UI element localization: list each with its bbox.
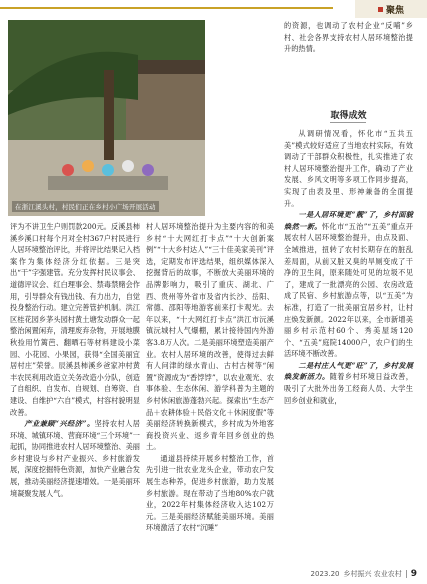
photo-caption: 在浙江溪头村，村民们正在乡村小广场开展活动 <box>12 201 159 212</box>
square-bullet-icon <box>378 7 383 12</box>
header-rule <box>0 7 333 9</box>
paragraph: 从调研情况看，怀化市“五共五美”模式较好适应了当地农村实际，有效调动了干部群众积极性，扎实推进了农村人居环境整治提升工作，确动了产业发展、乡风文明等多项工作同步提高，实现了由表及里、形神兼备的全面提升。 <box>284 129 413 208</box>
feature-photo <box>8 20 205 216</box>
article-column-3-top <box>284 20 413 55</box>
emphasis-label: 一是人居环境更“靓”了，乡村面貌焕然一新。 <box>284 210 413 231</box>
paragraph: 通道县持续开展乡村整治工作，首先引进一批农业龙头企业，带动农户发展生态种养，促进乡村旅游，助力发展乡村旅游。现在带动了当地80%农户就业，2022年村集体经济收入达102万元。三是美丽经济赋能美丽环境。美丽环境激活了农村“沉睡” <box>146 453 274 533</box>
section-label-text: 聚焦 <box>385 5 404 16</box>
issue-number: 2023.20 <box>310 570 340 578</box>
paragraph <box>284 360 413 406</box>
heading-underline <box>330 122 366 123</box>
article-column-1 <box>10 221 140 499</box>
emphasis-label: 产业兼顾“兴经济”。 <box>24 419 95 429</box>
page-footer <box>311 569 417 579</box>
paragraph: 的资源，也调动了农村企业“反哺”乡村、社会各界支持农村人居环境整治提升的热情。 <box>284 21 413 54</box>
emphasis-label: 二是村庄人气更“旺”了，乡村发展焕发新活力。 <box>284 360 413 382</box>
paragraph-text: 坚持农村人居环境、城镇环境、营商环境“三个环境”一起抓，协同推进农村人居环境整治、美丽乡村建设与乡村产业振兴、乡村旅游发展，深度挖掘特色资源，加快产业融合发展，推动美丽经济提速增效。一是美丽环境凝聚发展人气。 <box>10 419 140 498</box>
article-column-3 <box>284 128 413 406</box>
article-column-2 <box>146 221 274 534</box>
paragraph: 评为不讲卫生户则罚款200元。反溪县柿溪乡溪口村每个月对全村367户村民进行人居环境整治评比，并将评比结果记入档案作为集体经济分红依据。三是突出“干”字强建管。充分发挥村民议事会、道德评议会、红白理事会、禁毒禁赌会作用，引导群众有钱出钱、有力出力，自觉投身整治行动。建立完善管护机制。洪江区桂花园乡茅头园村黄土塘发动群众一起整治闲置闲弃，清理废弃杂物，开展地膜秋捡用竹篱芭、翻晒石等材料建设小菜园、小花园、小果园，获得“全国美丽宜居村庄”荣誉。辰溪县柿溪乡爸家冲村黄丰农民利用改造立关务改造小分队，创造了自组织、自发布、自规划、自筹资、自建设、自维护“六自”模式，村容村貌明显改善。 <box>10 222 140 417</box>
page-header <box>0 0 427 20</box>
footer-divider <box>406 570 407 578</box>
village-scene-image <box>8 20 205 216</box>
paragraph-text: 随着乡村环境日益改善，吸引了大批外出务工经商人员、大学生回乡创业和就业， <box>284 372 413 405</box>
page-number: 9 <box>410 569 417 579</box>
paragraph <box>284 209 413 360</box>
magazine-name: 乡村振兴 农业农村 <box>343 570 402 578</box>
section-heading: 取得成效 <box>330 111 367 121</box>
section-label <box>355 0 427 18</box>
paragraph: 村人居环境整治提升为主要内容的和美乡村“十大网红打卡点”“十大创新案例”“十大乡村达人”“三十佳美家美刊”评选，定期发布评选结果，组织媒体深入挖掘背后的故事，不断放大美丽环境的品牌影响力，吸引了重庆、湖北、广西、贵州等外省市及省内长沙、岳阳、常德、邵阳等地游客前来打卡观光。去年以来，“十大网红打卡点”洪江市沅溪镇沅城村人气爆棚，累计接待国内外游客3.8万人次。二是美丽环境塑造美丽产业。农村人居环境的改善，使得过去鲜有人问津的绿水青山、古村古树等“闲置”资源成为“香饽饽”，以农业观光、农事体验、生态休闲、游学科普为主题的乡村休闲旅游蓬勃兴起。探索出“生态产品＋农耕体验＋民俗文化＋休闲度假”等美丽经济转换新模式，乡村成为外地客商投资兴业、返乡青年回乡创业的热土。 <box>146 222 274 452</box>
paragraph <box>10 418 140 499</box>
paragraph-text: 怀化市“五治”“五美”重点开展农村人居环境整治提升，由点及面、全域推进，扭转了农村长期存在的脏乱差局面，从前又脏又臭的旱厕变成了干净的卫生间，原来随处可见的垃圾不见了，建成了一批漂亮的公园、农房改造成了民宿、乡村旅游点等，以“五美”为标准，打造了一批美丽宜居乡村，让村庄焕发新颜。2022年以来，全市新增美丽乡村示范村60个、秀美屋场120个、“五美”庭院14000户，农户们的生活环境不断改善。 <box>284 221 413 359</box>
